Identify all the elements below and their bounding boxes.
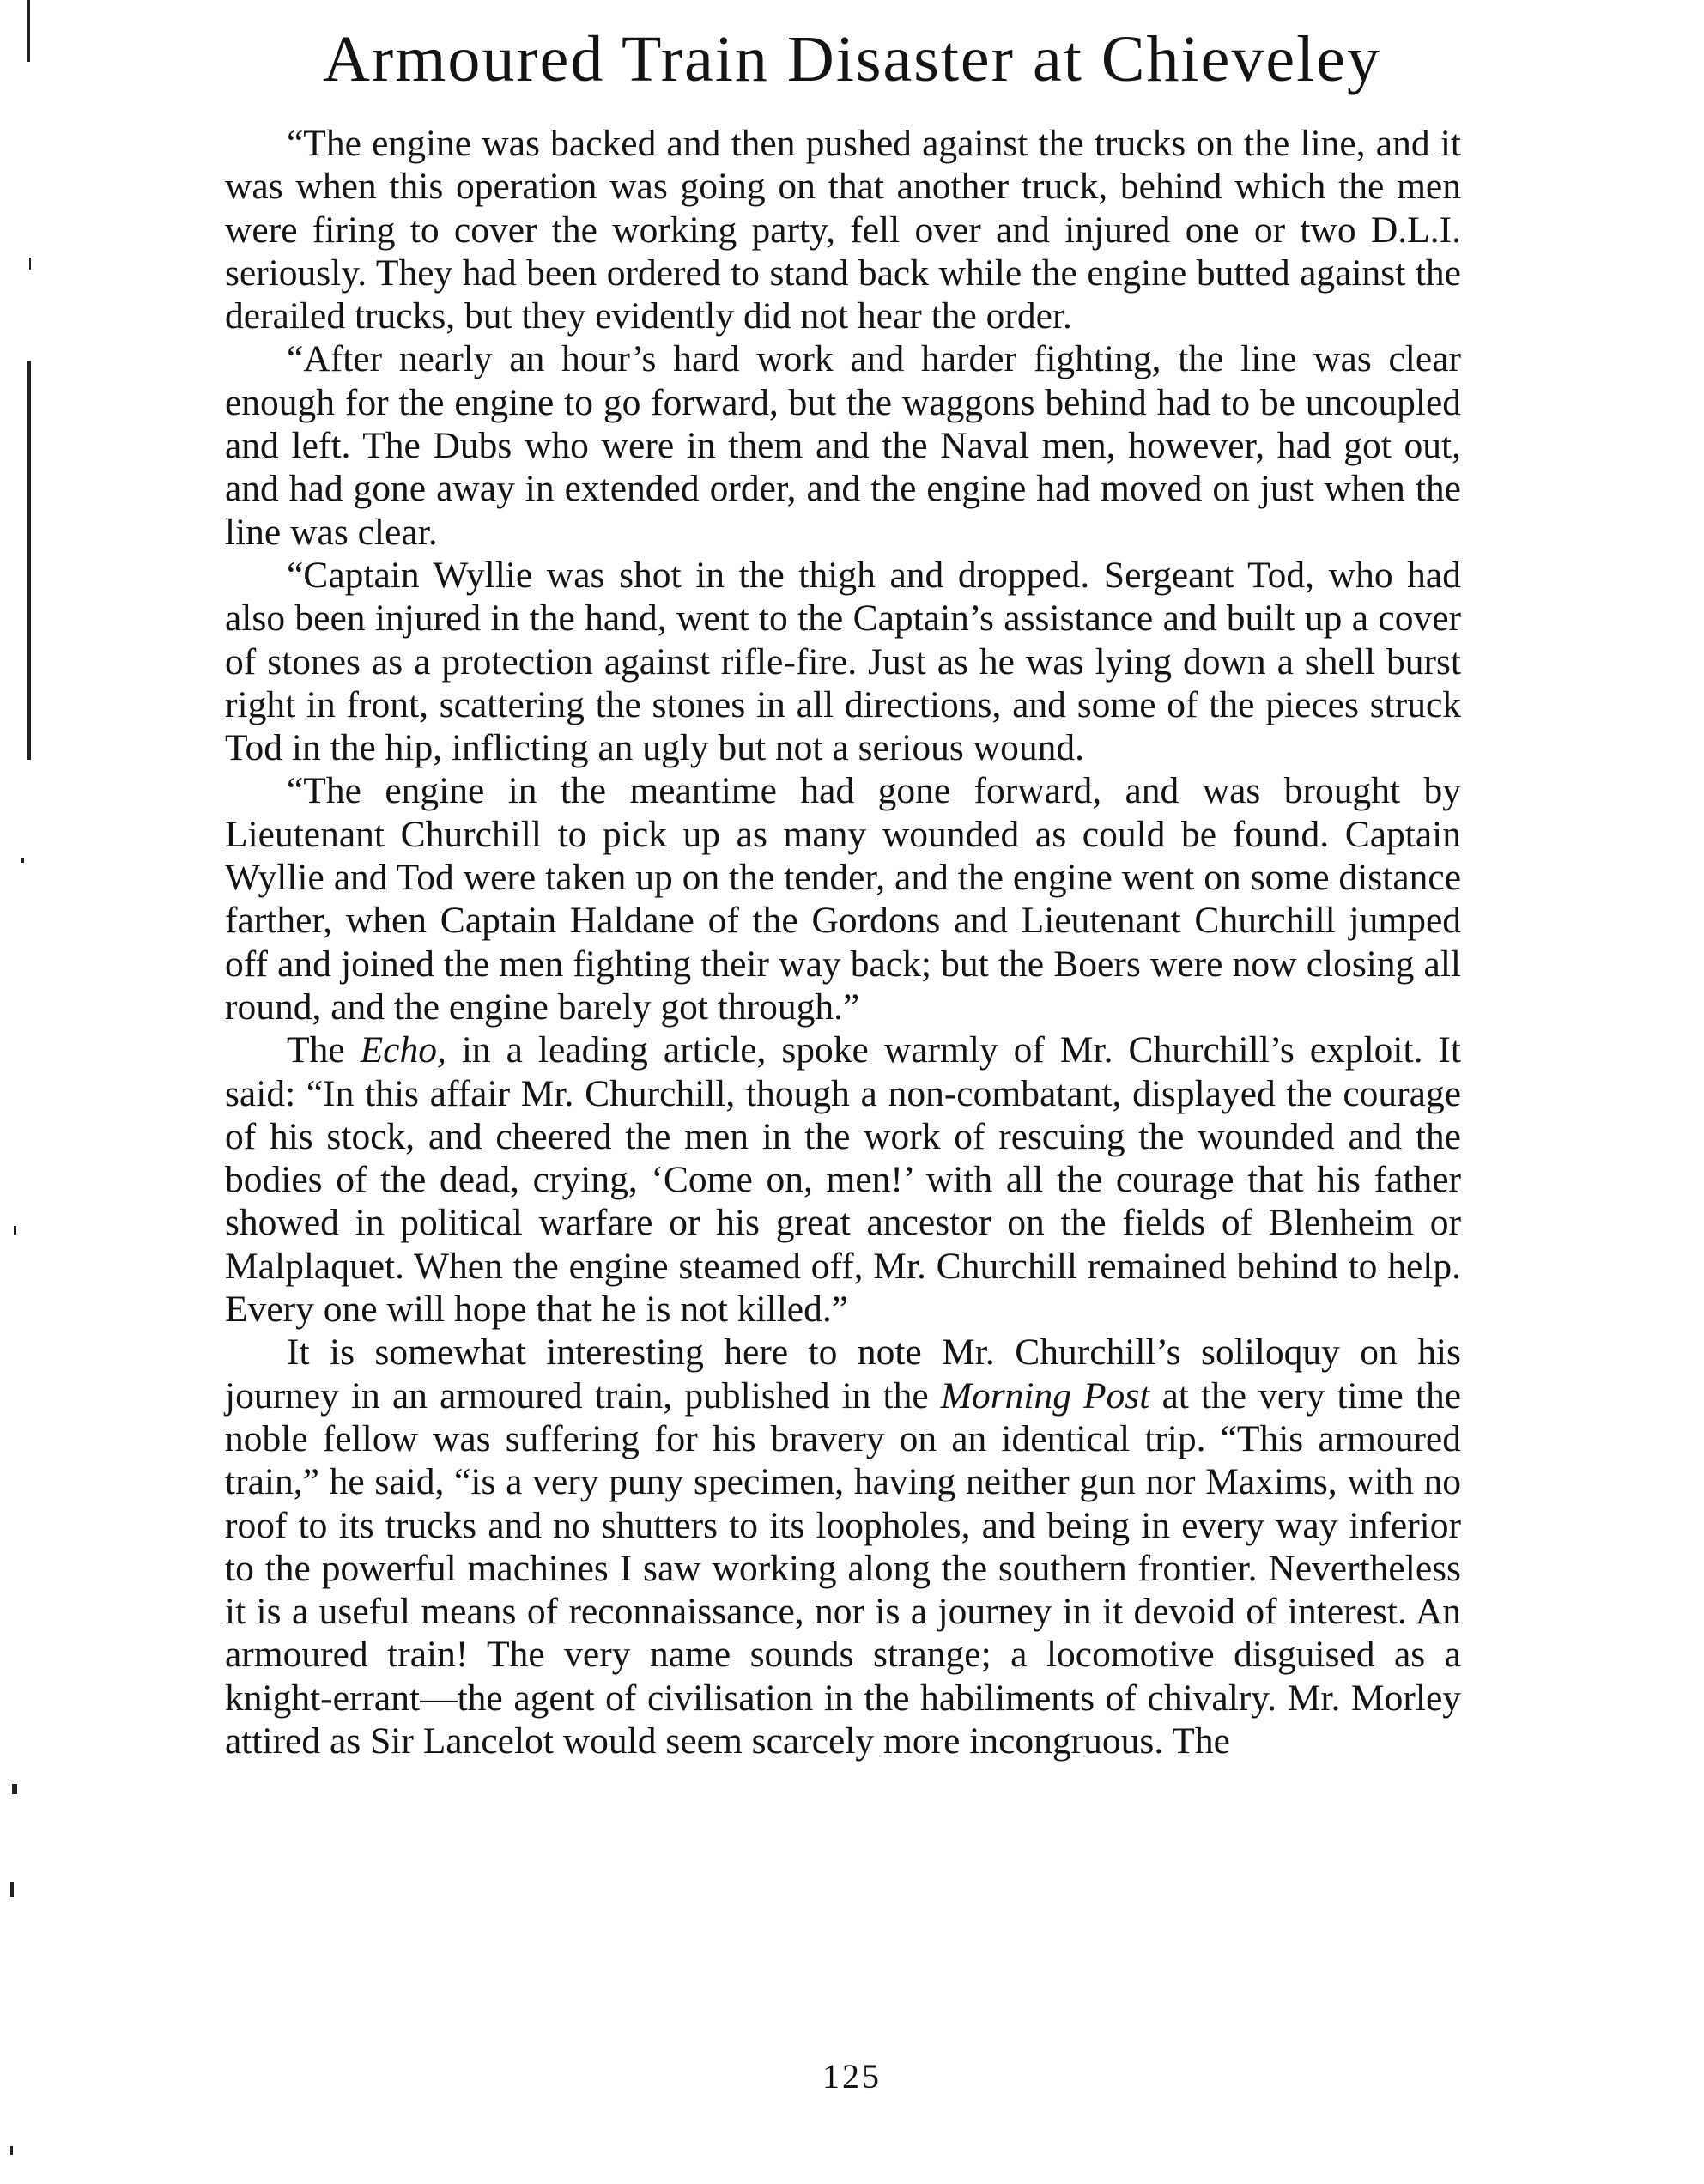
- paragraph: [225, 1331, 1461, 1762]
- paragraph: [225, 337, 1461, 553]
- margin-rule-long: [27, 361, 31, 760]
- text-run: in a leading article, spoke warmly of Mr. Churchill’s exploit. It said: “In this affair Mr. Churchill, though a non-combatant, displayed the courage of his stock, and cheered the men in the work of rescuing the wounded and the bodies of the dead, crying, ‘Come on, men!’ with all the courage that his father showed in political warfare or his great ancestor on the fields of Blenheim or Malplaquet. When the engine steamed off, Mr. Churchill remained behind to help. Every one will hope that he is not killed.”: [225, 1029, 1461, 1331]
- margin-tick: [29, 258, 31, 270]
- italic-title: Morning Post: [940, 1374, 1150, 1417]
- margin-dot: [10, 1882, 14, 1897]
- italic-title: Echo,: [360, 1029, 446, 1071]
- text-run: at the very time the noble fellow was suffering for his bravery on an identical trip. “This armoured train,” he said, “is a very puny specimen, having neither gun nor Maxims, with no roof to its trucks and no shutters to its loopholes, and being in every way inferior to the powerful machines I saw working along the southern frontier. Nevertheless it is a useful means of reconnaissance, nor is a journey in it devoid of interest. An armoured train! The very name sounds strange; a locomotive disguised as a knight-errant—the agent of civilisation in the habiliments of chivalry. Mr. Morley attired as Sir Lancelot would seem scarcely more incongruous. The: [225, 1374, 1461, 1762]
- text-run: “The engine in the meantime had gone forward, and was brought by Lieutenant Churchill to pick up as many wounded as could be found. Captain Wyllie and Tod were taken up on the tender, and the engine went on some distance farther, when Captain Haldane of the Gordons and Lieutenant Churchill jumped off and joined the men fighting their way back; but the Boers were now closing all round, and the engine barely got through.”: [225, 770, 1461, 1028]
- text-run: “The engine was backed and then pushed against the trucks on the line, and it was when this operation was going on that another truck, behind which the men were firing to cover the working party, fell over and injured one or two D.L.I. seriously. They had been ordered to stand back while the engine butted against the derailed trucks, but they evidently did not hear the order.: [225, 123, 1461, 337]
- paragraph: [225, 769, 1461, 1028]
- text-run: The: [287, 1029, 361, 1071]
- text-run: It is somewhat interesting here to note Mr. Churchill’s soliloquy on his journey in an armoured train, published in the: [225, 1332, 1461, 1417]
- page-title: Armoured Train Disaster at Chieveley: [323, 23, 1381, 95]
- page-number: 125: [822, 2057, 882, 2096]
- text-run: “After nearly an hour’s hard work and harder fighting, the line was clear enough for the engine to go forward, but the waggons behind had to be uncoupled and left. The Dubs who were in them and the Naval men, however, had got out, and had gone away in extended order, and the engine had moved on just when the line was clear.: [225, 338, 1461, 553]
- margin-dot: [12, 1784, 17, 1794]
- margin-rule-top: [27, 0, 30, 62]
- margin-dot: [14, 1226, 16, 1235]
- paragraph: [225, 122, 1461, 337]
- body-text: [225, 122, 1461, 1762]
- margin-dot: [21, 858, 24, 863]
- paragraph: [225, 554, 1461, 769]
- paragraph: [225, 1028, 1461, 1331]
- text-run: “Captain Wyllie was shot in the thigh and dropped. Sergeant Tod, who had also been injured in the hand, went to the Captain’s assistance and built up a cover of stones as a protection against rifle-fire. Just as he was lying down a shell burst right in front, scattering the stones in all directions, and some of the pieces struck Tod in the hip, inflicting an ugly but not a serious wound.: [225, 554, 1461, 769]
- margin-dot: [10, 2146, 13, 2155]
